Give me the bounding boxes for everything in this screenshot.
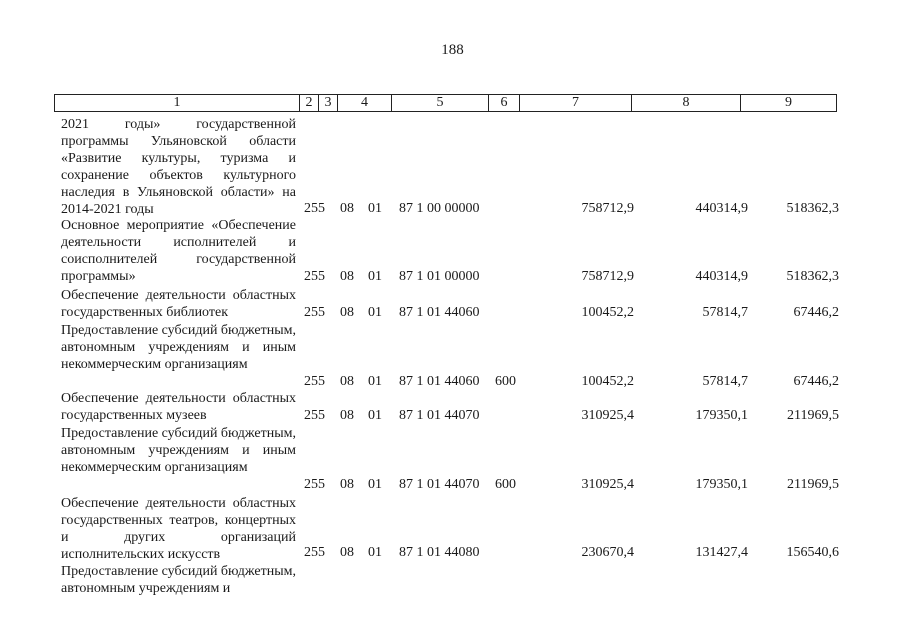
cell-amount-3: 67446,2 [793,305,839,320]
cell-target-article: 87 1 01 44060 [399,374,480,389]
cell-ved: 255 [304,374,325,389]
cell-target-article: 87 1 01 44060 [399,305,480,320]
cell-subsection: 01 [368,374,382,389]
cell-subsection: 01 [368,201,382,216]
header-col-3: 3 [324,95,332,110]
row-description: 2021 годы» государственной программы Ульяновской области «Развитие культуры, туризма и сохранение объектов культурного наследия в Ульяновской области» на 2014-2021 годы [61,117,296,217]
cell-amount-1: 758712,9 [581,269,634,284]
cell-section: 08 [340,269,354,284]
header-col-4: 4 [361,95,368,110]
cell-amount-3: 156540,6 [786,545,839,560]
cell-section: 08 [340,374,354,389]
cell-amount-3: 67446,2 [793,374,839,389]
cell-amount-1: 310925,4 [581,408,634,423]
cell-subsection: 01 [368,269,382,284]
cell-ved: 255 [304,305,325,320]
cell-subsection: 01 [368,305,382,320]
header-col-6: 6 [500,95,508,110]
row-description: Предоставление субсидий бюджетным, автономным учреждениям и иным некоммерческим организациям [61,426,297,475]
cell-expense-type: 600 [495,374,516,389]
cell-section: 08 [340,305,354,320]
cell-amount-2: 57814,7 [702,305,748,320]
cell-target-article: 87 1 01 44070 [399,408,480,423]
cell-amount-3: 518362,3 [786,269,839,284]
cell-amount-2: 131427,4 [695,545,748,560]
cell-section: 08 [340,545,354,560]
cell-section: 08 [340,201,354,216]
cell-amount-1: 230670,4 [581,545,634,560]
row-description: Обеспечение деятельности областных государственных музеев [61,391,296,423]
header-col-8: 8 [682,95,690,110]
page-number: 188 [441,42,464,58]
row-description: Основное мероприятие «Обеспечение деятельности исполнителей и соисполнителей государственной программы» [61,218,296,284]
cell-target-article: 87 1 01 44070 [399,477,480,492]
cell-amount-1: 100452,2 [581,305,634,320]
cell-section: 08 [340,477,354,492]
cell-subsection: 01 [368,545,382,560]
cell-amount-2: 440314,9 [695,201,748,216]
cell-amount-1: 310925,4 [581,477,634,492]
cell-ved: 255 [304,269,325,284]
cell-amount-2: 57814,7 [702,374,748,389]
row-description: Предоставление субсидий бюджетным, автономным учреждениям и [61,564,297,596]
row-description: Обеспечение деятельности областных государственных театров, концертных и других организаций исполнительских искусств [61,496,296,562]
cell-amount-1: 758712,9 [581,201,634,216]
header-col-1: 1 [173,95,181,110]
row-description: Предоставление субсидий бюджетным, автономным учреждениям и иным некоммерческим организациям [61,323,297,372]
cell-ved: 255 [304,201,325,216]
header-col-2: 2 [305,95,313,110]
cell-ved: 255 [304,477,325,492]
cell-amount-3: 518362,3 [786,201,839,216]
cell-amount-1: 100452,2 [581,374,634,389]
cell-ved: 255 [304,408,325,423]
cell-amount-2: 179350,1 [695,477,748,492]
cell-amount-3: 211969,5 [787,408,839,423]
cell-amount-2: 179350,1 [695,408,748,423]
cell-ved: 255 [304,545,325,560]
table-header-row [54,94,837,112]
cell-subsection: 01 [368,408,382,423]
cell-section: 08 [340,408,354,423]
row-description: Обеспечение деятельности областных государственных библиотек [61,288,296,320]
header-col-5: 5 [436,95,444,110]
cell-target-article: 87 1 00 00000 [399,201,480,216]
header-col-9: 9 [785,95,792,110]
header-col-7: 7 [572,95,579,110]
cell-expense-type: 600 [495,477,516,492]
cell-subsection: 01 [368,477,382,492]
cell-target-article: 87 1 01 00000 [399,269,480,284]
cell-amount-3: 211969,5 [787,477,839,492]
cell-target-article: 87 1 01 44080 [399,545,480,560]
cell-amount-2: 440314,9 [695,269,748,284]
